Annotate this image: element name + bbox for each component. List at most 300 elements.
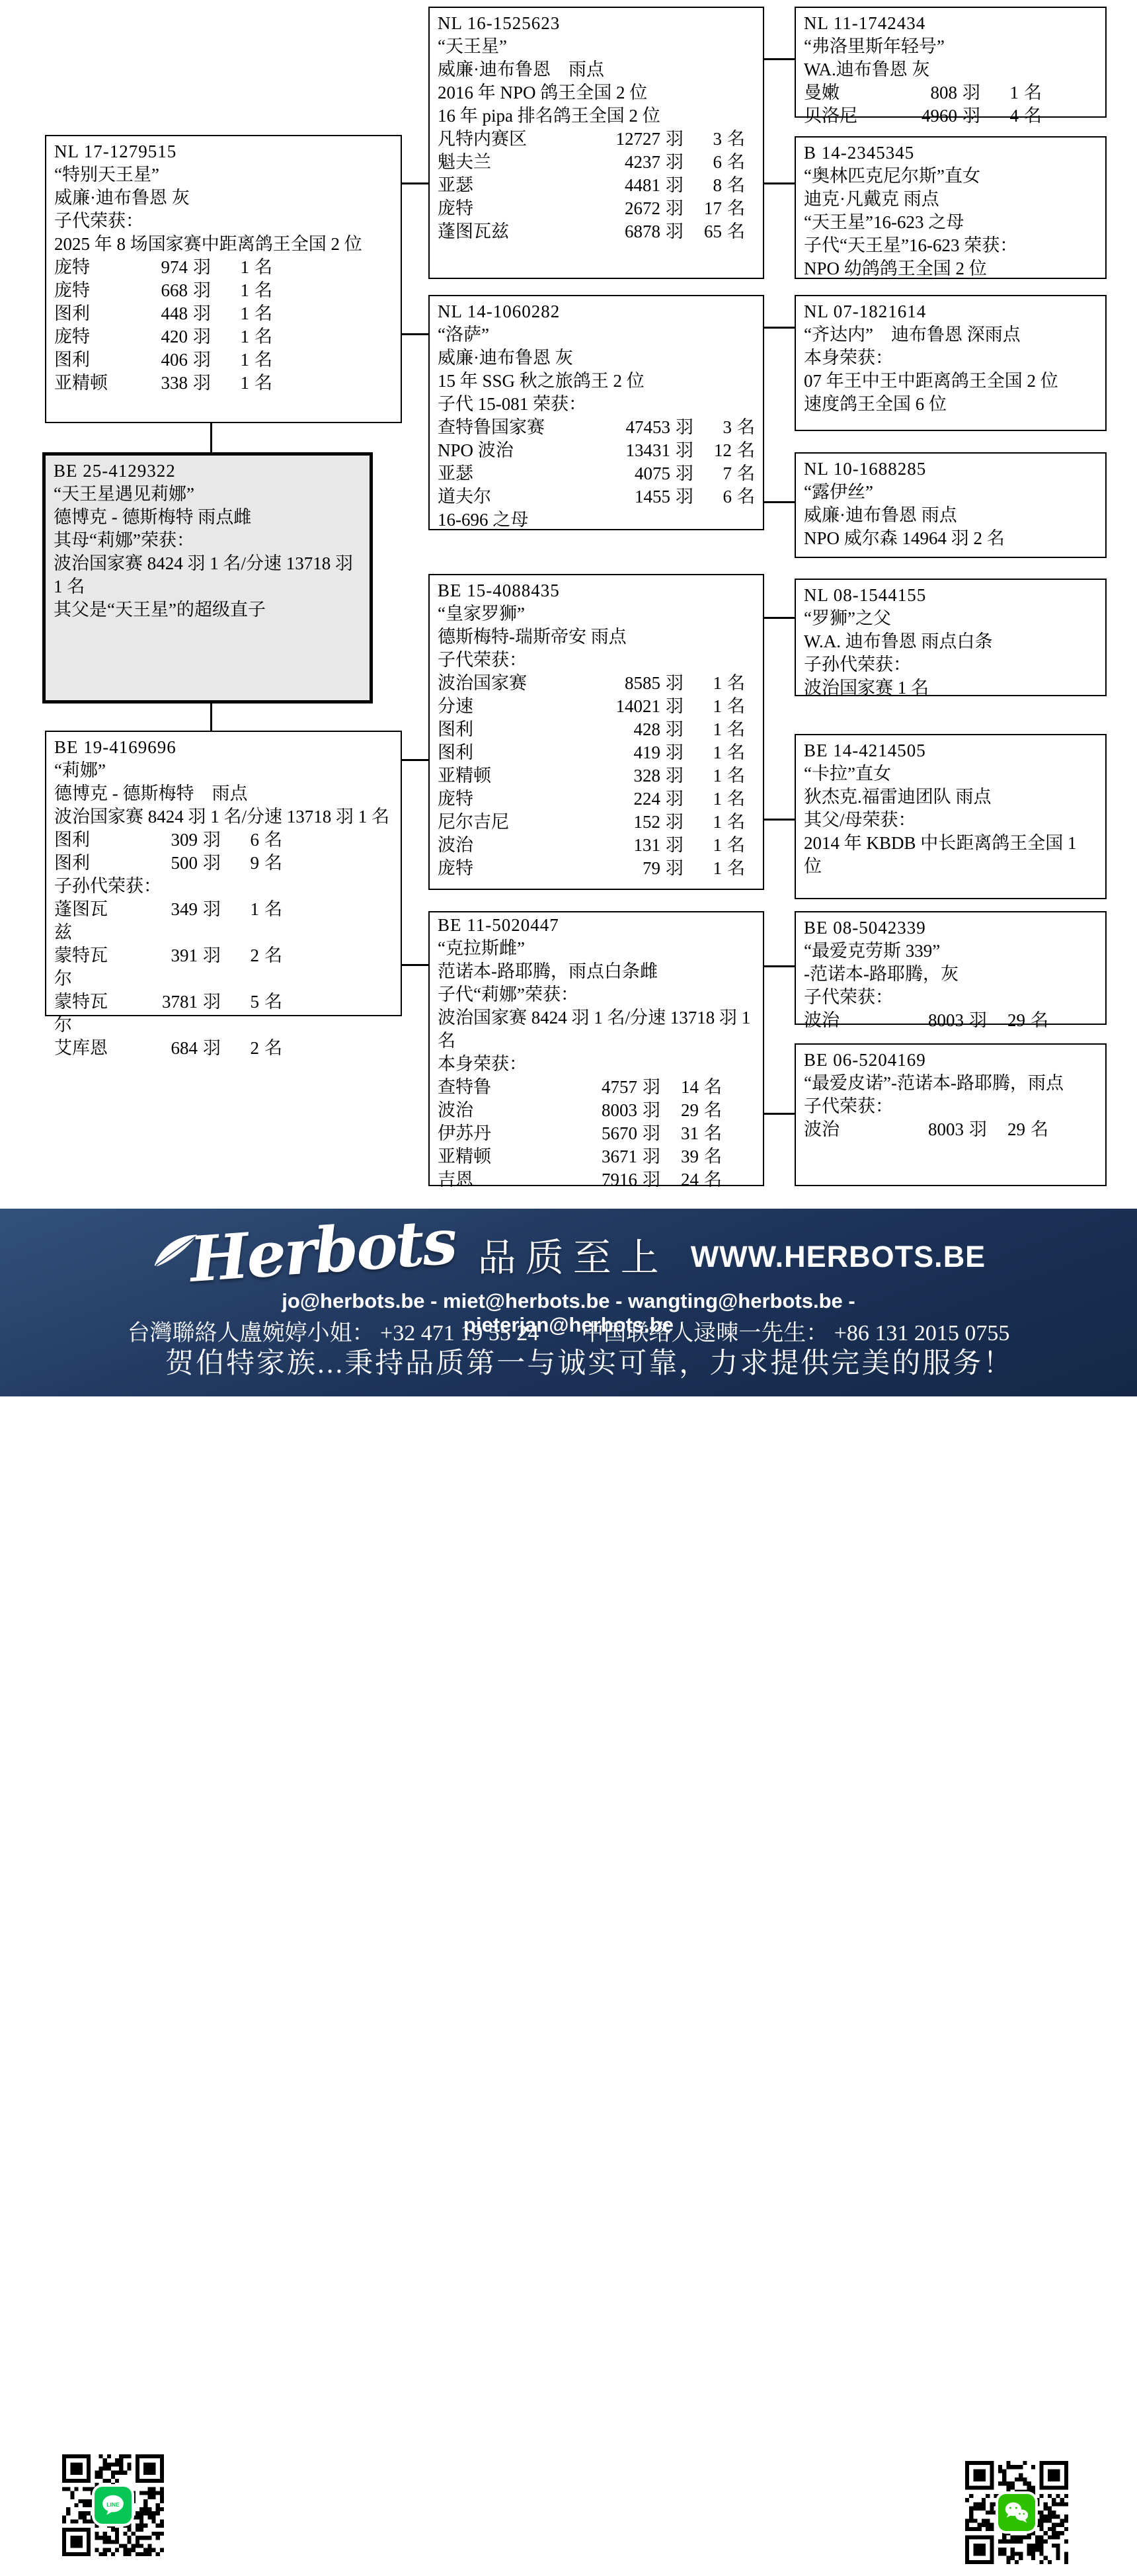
bird-count: 448 — [161, 303, 188, 323]
unit-bird: 羽 — [203, 1038, 221, 1058]
unit-place: 名 — [704, 1170, 722, 1189]
ring-number: NL 17-1279515 — [54, 141, 177, 161]
ring-number: BE 11-5020447 — [438, 915, 559, 935]
unit-bird: 羽 — [666, 766, 684, 785]
pedigree-line: “特别天王星” — [54, 165, 159, 184]
unit-place: 名 — [727, 175, 745, 195]
box-results — [804, 1009, 1099, 1032]
box-sire-dam — [428, 295, 764, 530]
unit-bird: 羽 — [203, 830, 221, 850]
slogan-line: 贺伯特家族...秉持品质第一与诚实可靠，力求提供完美的服务！ — [165, 1348, 1014, 1379]
unit-place: 名 — [737, 487, 755, 506]
herbots-logo — [151, 1205, 458, 1297]
ring-number: NL 11-1742434 — [804, 13, 926, 33]
footer-banner — [0, 1205, 1137, 2508]
unit-place: 名 — [704, 1077, 722, 1097]
wechat-qr-code — [957, 2449, 1076, 2576]
pedigree-line: “天王星”16-623 之母 — [804, 212, 964, 232]
unit-place: 名 — [704, 1100, 722, 1120]
bird-count: 428 — [633, 719, 660, 739]
result-row — [438, 1099, 722, 1122]
race-name: 凡特内赛区 — [438, 129, 527, 149]
race-name: 波治国家赛 — [438, 673, 527, 693]
ring-number: NL 16-1525623 — [438, 13, 561, 33]
bird-count: 419 — [633, 743, 660, 762]
pedigree-line: 威廉·迪布鲁恩 雨点 — [804, 505, 957, 525]
unit-bird: 羽 — [643, 1100, 660, 1120]
pedigree-line: 本身荣获： — [804, 348, 893, 368]
pedigree-line: 子代 15-081 荣获： — [438, 394, 586, 414]
unit-bird: 羽 — [203, 992, 221, 1012]
bird-count: 8003 — [928, 1010, 964, 1030]
box-results — [54, 828, 394, 875]
bird-count: 14021 — [615, 696, 660, 716]
race-name: 贝洛尼 — [804, 106, 857, 126]
bird-count: 8003 — [928, 1119, 964, 1139]
pedigree-line: 波治国家赛 1 名 — [804, 678, 929, 698]
unit-place: 名 — [727, 129, 745, 149]
rank: 65 — [704, 221, 722, 241]
bird-count: 349 — [171, 899, 198, 919]
box-lines — [438, 35, 756, 128]
race-name: 尼尔吉尼 — [438, 812, 509, 832]
box-results — [54, 256, 394, 395]
unit-place: 名 — [727, 812, 745, 832]
rank: 1 — [713, 719, 722, 739]
result-row — [54, 302, 272, 325]
unit-bird: 羽 — [643, 1123, 660, 1143]
unit-place: 名 — [727, 719, 745, 739]
box-ggp-2 — [795, 136, 1107, 279]
result-row — [54, 325, 272, 348]
box-ggp-8 — [795, 1043, 1107, 1186]
result-row — [438, 128, 745, 151]
pedigree-line: “露伊丝” — [804, 482, 873, 502]
race-name: 图利 — [438, 743, 473, 762]
pedigree-line: 16-696 之母 — [438, 510, 529, 530]
bird-count: 152 — [633, 812, 660, 832]
result-row — [804, 1118, 1048, 1141]
result-row — [438, 1145, 722, 1168]
unit-bird: 羽 — [193, 327, 211, 346]
pedigree-line: “卡拉”直女 — [804, 764, 891, 784]
unit-bird: 羽 — [666, 743, 684, 762]
rank: 9 — [250, 853, 259, 873]
race-name: 道夫尔 — [438, 487, 491, 506]
race-name: 亚瑟 — [438, 175, 473, 195]
contact-taiwan: 台灣聯絡人盧婉婷小姐： +32 471 19 55 24 — [127, 1321, 539, 1346]
pedigree-line: 波治国家赛 8424 羽 1 名/分速 13718 羽 1 名 — [54, 553, 354, 596]
result-row — [54, 1037, 282, 1060]
box-ggp-6 — [795, 734, 1107, 899]
result-row — [438, 741, 745, 764]
pedigree-line: 16 年 pipa 排名鸽王全国 2 位 — [438, 106, 660, 126]
bird-count: 1455 — [635, 487, 670, 506]
ring-number: BE 15-4088435 — [438, 581, 560, 600]
pedigree-line: 07 年王中王中距离鸽王全国 2 位 — [804, 371, 1058, 391]
pedigree-line: 2016 年 NPO 鸽王全国 2 位 — [438, 83, 648, 102]
unit-bird: 羽 — [203, 946, 221, 965]
pedigree-line: 其父是“天王星”的超级直子 — [54, 600, 266, 620]
race-name: 蒙特瓦尔 — [54, 992, 108, 1035]
unit-place: 名 — [727, 198, 745, 218]
rank: 14 — [681, 1077, 699, 1097]
box-sire-sire — [428, 7, 764, 279]
box-lines — [804, 481, 1099, 550]
result-row — [438, 1168, 722, 1191]
result-row — [438, 834, 745, 857]
unit-bird: 羽 — [666, 812, 684, 832]
bird-count: 79 — [643, 858, 660, 878]
box-results — [438, 1076, 756, 1191]
unit-place: 名 — [264, 853, 282, 873]
box-lines — [54, 875, 394, 898]
bird-count: 12727 — [615, 129, 660, 149]
bird-count: 2672 — [625, 198, 660, 218]
race-name: 图利 — [54, 303, 90, 323]
box-results — [804, 1118, 1099, 1141]
ring-number: BE 14-4214505 — [804, 741, 926, 760]
bird-count: 4237 — [625, 152, 660, 172]
unit-place: 名 — [1024, 83, 1042, 102]
unit-place: 名 — [737, 440, 755, 460]
pedigree-line: 德博克 - 德斯梅特 雨点 — [54, 784, 248, 803]
rank: 29 — [681, 1100, 699, 1120]
line-icon — [95, 2487, 132, 2524]
rank: 29 — [1007, 1010, 1025, 1030]
pedigree-line: “天王星” — [438, 36, 507, 56]
unit-bird: 羽 — [666, 719, 684, 739]
race-name: 波治 — [438, 1100, 473, 1120]
rank: 24 — [681, 1170, 699, 1189]
unit-bird: 羽 — [193, 257, 211, 277]
bird-count: 3671 — [602, 1147, 637, 1166]
pedigree-line: “奥林匹克尼尔斯”直女 — [804, 166, 980, 186]
race-name: 曼嫩 — [804, 83, 840, 102]
wechat-icon — [998, 2494, 1035, 2531]
bird-count: 808 — [930, 83, 957, 102]
box-results — [804, 81, 1099, 128]
pedigree-line: 15 年 SSG 秋之旅鸽王 2 位 — [438, 371, 645, 391]
pedigree-line: 威廉·迪布鲁恩 雨点 — [438, 60, 604, 79]
unit-place: 名 — [255, 350, 272, 370]
unit-bird: 羽 — [969, 1010, 987, 1030]
rank: 1 — [713, 789, 722, 809]
unit-bird: 羽 — [676, 487, 693, 506]
bird-count: 8585 — [625, 673, 660, 693]
rank: 6 — [713, 152, 722, 172]
race-name: 艾库恩 — [54, 1038, 108, 1058]
brand-wordmark: Herbots — [187, 1205, 458, 1297]
race-name: 伊苏丹 — [438, 1123, 491, 1143]
pedigree-line: 其父/母荣获： — [804, 810, 916, 830]
pedigree-line: “莉娜” — [54, 760, 106, 780]
rank: 8 — [713, 175, 722, 195]
box-lines — [54, 483, 363, 622]
pedigree-line: 范诺本-路耶腾，雨点白条雌 — [438, 961, 658, 981]
box-lines — [804, 762, 1099, 878]
rank: 5 — [250, 992, 259, 1012]
box-lines — [804, 323, 1099, 416]
pedigree-line: 子代荣获： — [438, 650, 527, 670]
race-name: 亚精顿 — [438, 766, 491, 785]
box-dam-sire — [428, 574, 764, 890]
ring-number: NL 14-1060282 — [438, 302, 561, 321]
pedigree-connector — [401, 333, 428, 335]
rank: 2 — [250, 1038, 259, 1058]
unit-bird: 羽 — [666, 175, 684, 195]
unit-bird: 羽 — [666, 673, 684, 693]
rank: 6 — [250, 830, 259, 850]
race-name: 波治 — [804, 1010, 840, 1030]
box-lines — [804, 165, 1099, 280]
unit-place: 名 — [255, 373, 272, 393]
result-row — [54, 898, 282, 944]
race-name: 庞特 — [438, 789, 473, 809]
unit-bird: 羽 — [962, 106, 980, 126]
unit-bird: 羽 — [666, 129, 684, 149]
pedigree-line: “天王星遇见莉娜” — [54, 484, 194, 504]
tagline: 品质至上 — [477, 1236, 668, 1279]
pedigree-connector — [401, 964, 428, 966]
race-name: 波治 — [438, 835, 473, 855]
unit-bird: 羽 — [666, 152, 684, 172]
ring-number: NL 08-1544155 — [804, 585, 927, 605]
unit-bird: 羽 — [643, 1170, 660, 1189]
result-row — [804, 104, 1042, 128]
box-ggp-1 — [795, 7, 1107, 126]
pedigree-line: 迪克·凡戴克 雨点 — [804, 189, 939, 209]
unit-bird: 羽 — [676, 417, 693, 437]
unit-place: 名 — [264, 830, 282, 850]
box-ggp-3 — [795, 295, 1107, 431]
pedigree-line: W.A. 迪布鲁恩 雨点白条 — [804, 631, 993, 651]
pedigree-line: 德斯梅特-瑞斯帝安 雨点 — [438, 627, 627, 647]
race-name: 吉恩 — [438, 1170, 473, 1189]
unit-bird: 羽 — [962, 83, 980, 102]
box-lines — [438, 602, 756, 672]
result-row — [438, 439, 755, 462]
pedigree-connector — [763, 327, 795, 329]
box-subject — [42, 452, 373, 704]
unit-place: 名 — [1031, 1119, 1048, 1139]
pedigree-line: 波治国家赛 8424 羽 1 名/分速 13718 羽 1 名 — [54, 807, 390, 826]
race-name: 魁夫兰 — [438, 152, 491, 172]
unit-place: 名 — [255, 303, 272, 323]
rank: 2 — [250, 946, 259, 965]
unit-bird: 羽 — [193, 350, 211, 370]
pedigree-connector — [210, 423, 212, 454]
race-name: 查特鲁国家赛 — [438, 417, 545, 437]
bird-count: 6878 — [625, 221, 660, 241]
unit-bird: 羽 — [666, 835, 684, 855]
pedigree-line: “皇家罗狮” — [438, 604, 525, 624]
pedigree-connector — [401, 759, 428, 761]
result-row — [54, 348, 272, 372]
rank: 12 — [714, 440, 732, 460]
pedigree-connector — [763, 182, 795, 184]
unit-place: 名 — [727, 743, 745, 762]
ring-number: BE 08-5042339 — [804, 918, 926, 938]
pedigree-line: 其母“莉娜”荣获： — [54, 530, 194, 550]
ring-number: BE 19-4169696 — [54, 737, 176, 757]
race-name: 亚精顿 — [54, 373, 108, 393]
result-row — [54, 944, 282, 990]
unit-place: 名 — [737, 463, 755, 483]
result-row — [438, 462, 755, 485]
result-row — [438, 197, 745, 220]
box-ggp-7 — [795, 911, 1107, 1030]
race-name: 蒙特瓦尔 — [54, 946, 108, 988]
result-row — [438, 695, 745, 718]
result-row — [438, 220, 745, 243]
pedigree-line: “弗洛里斯年轻号” — [804, 36, 945, 56]
box-sire — [45, 135, 402, 423]
result-row — [438, 811, 745, 834]
unit-place: 名 — [264, 899, 282, 919]
pedigree-connector — [763, 965, 795, 967]
bird-count: 4960 — [921, 106, 957, 126]
pedigree-line: 子代“天王星”16-623 荣获： — [804, 235, 1018, 255]
unit-bird: 羽 — [643, 1077, 660, 1097]
pedigree-connector — [401, 182, 428, 184]
box-lines — [54, 163, 394, 256]
pedigree-line: WA.迪布鲁恩 灰 — [804, 60, 930, 79]
pedigree-line: “罗狮”之父 — [804, 608, 891, 628]
rank: 1 — [240, 280, 249, 300]
rank: 1 — [713, 743, 722, 762]
bird-count: 131 — [633, 835, 660, 855]
rank: 1 — [713, 673, 722, 693]
rank: 1 — [240, 303, 249, 323]
pedigree-connector — [763, 617, 795, 619]
result-row — [438, 151, 745, 174]
rank: 1 — [240, 327, 249, 346]
rank: 1 — [250, 899, 259, 919]
box-results — [54, 898, 394, 1060]
unit-bird: 羽 — [666, 858, 684, 878]
pedigree-line: 威廉·迪布鲁恩 灰 — [54, 188, 190, 208]
rank: 39 — [681, 1147, 699, 1166]
result-row — [54, 990, 282, 1037]
unit-place: 名 — [264, 1038, 282, 1058]
rank: 1 — [240, 373, 249, 393]
box-lines — [438, 508, 756, 532]
contact-china: 中国联络人逯暕一先生： +86 131 2015 0755 — [581, 1321, 1010, 1346]
race-name: 图利 — [54, 830, 90, 850]
unit-bird: 羽 — [203, 853, 221, 873]
pedigree-line: 子代荣获： — [54, 211, 143, 231]
rank: 1 — [1009, 83, 1019, 102]
rank: 1 — [713, 812, 722, 832]
pedigree-line: 2014 年 KBDB 中长距离鸽王全国 1 位 — [804, 833, 1077, 876]
unit-place: 名 — [1024, 106, 1042, 126]
result-row — [54, 828, 282, 852]
pedigree-line: -范诺本-路耶腾，灰 — [804, 964, 959, 984]
unit-place: 名 — [264, 992, 282, 1012]
unit-bird: 羽 — [969, 1119, 987, 1139]
result-row — [54, 279, 272, 302]
unit-place: 名 — [255, 280, 272, 300]
box-lines — [804, 607, 1099, 700]
bird-count: 420 — [161, 327, 188, 346]
result-row — [54, 852, 282, 875]
rank: 4 — [1009, 106, 1019, 126]
pedigree-line: 2025 年 8 场国家赛中距离鸽王全国 2 位 — [54, 234, 362, 254]
pedigree-connector — [763, 1113, 795, 1115]
race-name: 庞特 — [54, 257, 90, 277]
bird-count: 328 — [633, 766, 660, 785]
rank: 1 — [713, 696, 722, 716]
rank: 1 — [713, 858, 722, 878]
pedigree-line: 速度鸽王全国 6 位 — [804, 394, 947, 414]
pedigree-line: 子孙代荣获： — [804, 655, 911, 674]
race-name: 庞特 — [54, 280, 90, 300]
rank: 31 — [681, 1123, 699, 1143]
race-name: 图利 — [438, 719, 473, 739]
box-ggp-4 — [795, 452, 1107, 558]
rank: 1 — [240, 257, 249, 277]
pedigree-line: “齐达内” 迪布鲁恩 深雨点 — [804, 325, 1021, 344]
unit-bird: 羽 — [193, 303, 211, 323]
result-row — [438, 1122, 722, 1145]
unit-bird: 羽 — [203, 899, 221, 919]
unit-bird: 羽 — [666, 221, 684, 241]
race-name: 查特鲁 — [438, 1077, 491, 1097]
result-row — [438, 857, 745, 880]
bird-count: 309 — [171, 830, 198, 850]
unit-place: 名 — [727, 673, 745, 693]
result-row — [438, 787, 745, 811]
unit-place: 名 — [727, 835, 745, 855]
bird-count: 406 — [161, 350, 188, 370]
pedigree-connector — [763, 501, 795, 503]
pedigree-line: “洛萨” — [438, 325, 489, 344]
bird-count: 684 — [171, 1038, 198, 1058]
bird-count: 668 — [161, 280, 188, 300]
box-dam — [45, 731, 402, 1058]
bird-count: 500 — [171, 853, 198, 873]
ring-number: B 14-2345345 — [804, 143, 915, 163]
pedigree-connector — [210, 702, 212, 732]
result-row — [438, 416, 755, 439]
pedigree-line: “最爱克劳斯 339” — [804, 941, 941, 961]
rank: 3 — [713, 129, 722, 149]
unit-place: 名 — [727, 696, 745, 716]
svg-text:LINE: LINE — [106, 2501, 120, 2508]
line-qr-code — [54, 2442, 172, 2568]
result-row — [804, 81, 1042, 104]
unit-bird: 羽 — [193, 373, 211, 393]
ring-number: BE 06-5204169 — [804, 1050, 926, 1070]
bird-count: 974 — [161, 257, 188, 277]
box-dam-dam — [428, 911, 764, 1189]
pedigree-line: 德博克 - 德斯梅特 雨点雌 — [54, 507, 252, 527]
pedigree-connector — [763, 819, 795, 821]
box-lines — [804, 1072, 1099, 1118]
bird-count: 13431 — [625, 440, 670, 460]
unit-place: 名 — [727, 766, 745, 785]
box-lines — [804, 940, 1099, 1009]
unit-bird: 羽 — [676, 440, 693, 460]
pedigree-line: 子孙代荣获： — [54, 876, 161, 896]
pedigree-line: 本身荣获： — [438, 1054, 527, 1074]
rank: 6 — [723, 487, 732, 506]
pedigree-line: NPO 幼鸽鸽王全国 2 位 — [804, 259, 987, 278]
bird-count: 224 — [633, 789, 660, 809]
unit-place: 名 — [255, 327, 272, 346]
unit-place: 名 — [704, 1147, 722, 1166]
